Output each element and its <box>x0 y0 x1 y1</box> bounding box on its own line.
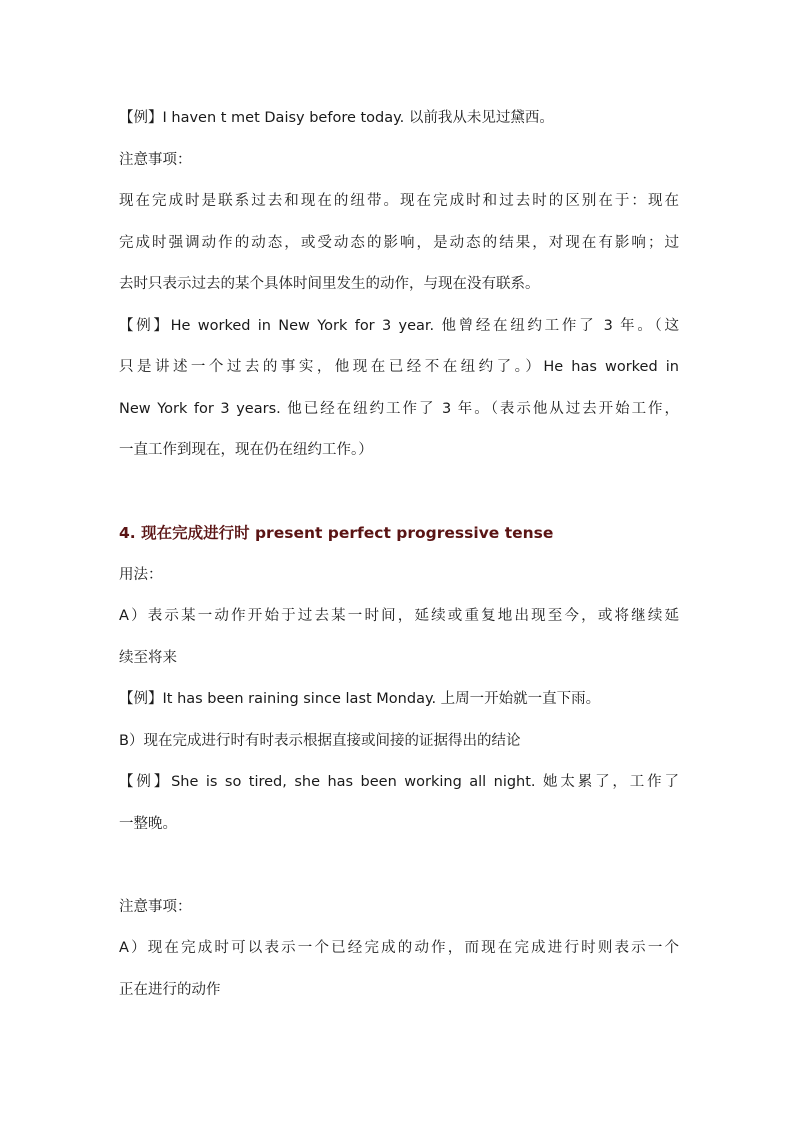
example-line: 一整晚。 <box>119 816 177 832</box>
notes-label: 注意事项： <box>119 152 192 168</box>
usage-label: 用法： <box>119 567 163 583</box>
notes-label: 注意事项： <box>119 899 192 915</box>
example-line: 【例】She is so tired, she has been working all night. 她太累了，工作了 <box>119 774 679 790</box>
example-line: New York for 3 years. 他已经在纽约工作了 3 年。（表示他从过去开始工作， <box>119 401 679 417</box>
paragraph-line: A）现在完成时可以表示一个已经完成的动作，而现在完成进行时则表示一个 <box>119 940 679 956</box>
paragraph-line: 现在完成时是联系过去和现在的纽带。现在完成时和过去时的区别在于：现在 <box>119 193 679 209</box>
section-heading: 4. 现在完成进行时 present perfect progressive tense <box>119 524 554 542</box>
paragraph-line: A）表示某一动作开始于过去某一时间，延续或重复地出现至今，或将继续延 <box>119 608 679 624</box>
paragraph-line: 去时只表示过去的某个具体时间里发生的动作，与现在没有联系。 <box>119 276 540 292</box>
paragraph-line: 完成时强调动作的动态，或受动态的影响，是动态的结果，对现在有影响；过 <box>119 235 679 251</box>
example-line: 只是讲述一个过去的事实，他现在已经不在纽约了。）He has worked in <box>119 359 679 375</box>
example-line: 一直工作到现在，现在仍在纽约工作。） <box>119 442 373 458</box>
paragraph-line: B）现在完成进行时有时表示根据直接或间接的证据得出的结论 <box>119 733 521 749</box>
paragraph-line: 正在进行的动作 <box>119 982 221 998</box>
example-line: 【例】He worked in New York for 3 year. 他曾经在纽约工作了 3 年。（这 <box>119 318 679 334</box>
example-line: 【例】It has been raining since last Monday. 上周一开始就一直下雨。 <box>119 691 601 707</box>
example-line: 【例】I haven t met Daisy before today. 以前我从未见过黛西。 <box>119 110 554 126</box>
paragraph-line: 续至将来 <box>119 650 177 666</box>
